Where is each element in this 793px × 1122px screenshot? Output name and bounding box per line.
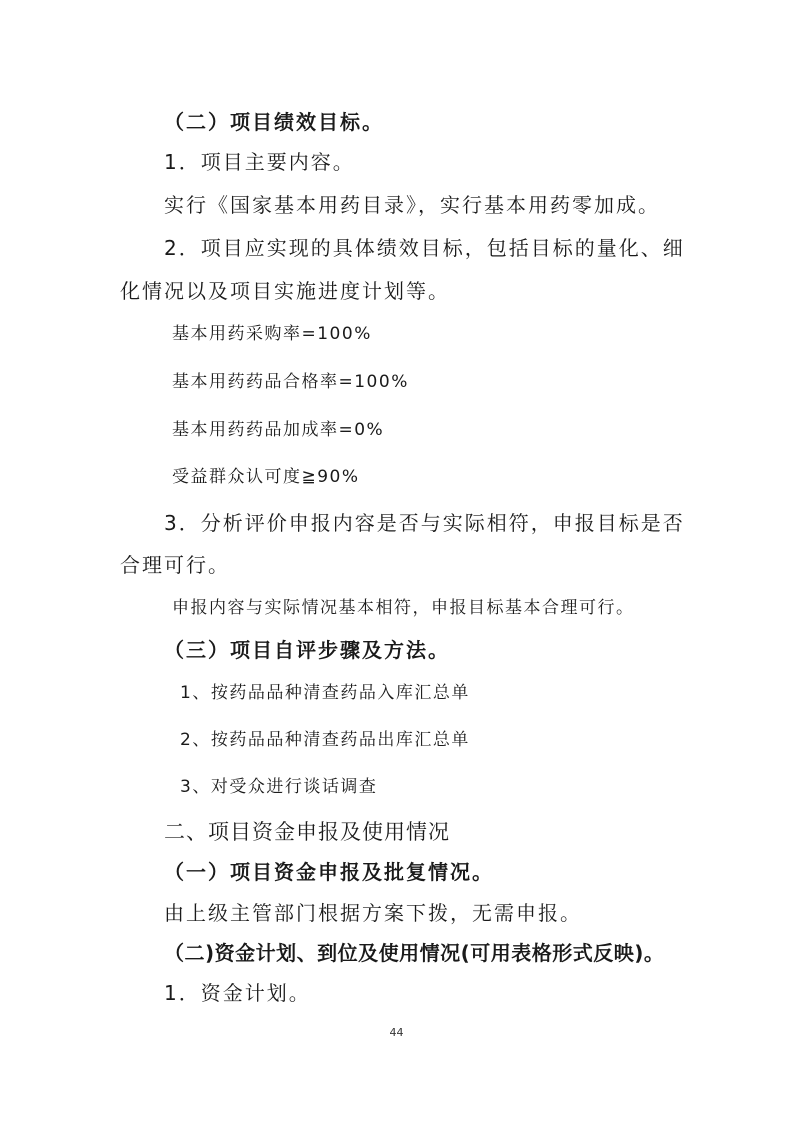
item-analysis-evaluation-cont: 合理可行。 <box>120 553 230 577</box>
item-funding-plan: 1．资金计划。 <box>164 981 311 1005</box>
paragraph-funding-source: 由上级主管部门根据方案下拨，无需申报。 <box>164 901 582 925</box>
section-funding: 二、项目资金申报及使用情况 <box>164 820 450 844</box>
item-performance-targets: 2．项目应实现的具体绩效目标，包括目标的量化、细 <box>164 236 685 260</box>
target-satisfaction: 受益群众认可度≧90% <box>172 467 360 487</box>
target-purchase-rate: 基本用药采购率=100% <box>172 324 372 344</box>
heading-funding-plan: （二)资金计划、到位及使用情况(可用表格形式反映)。 <box>164 941 665 965</box>
page-number: 44 <box>389 1026 404 1039</box>
heading-self-evaluation: （三）项目自评步骤及方法。 <box>164 638 450 662</box>
target-markup-rate: 基本用药药品加成率=0% <box>172 420 385 440</box>
paragraph-conclusion: 申报内容与实际情况基本相符，申报目标基本合理可行。 <box>172 598 635 618</box>
heading-performance-goals: （二）项目绩效目标。 <box>164 110 384 134</box>
item-project-content: 1．项目主要内容。 <box>164 150 355 174</box>
item-analysis-evaluation: 3．分析评价申报内容是否与实际相符，申报目标是否 <box>164 511 685 535</box>
heading-funding-application: （一）项目资金申报及批复情况。 <box>164 860 494 884</box>
step-inbound-check: 1、按药品品种清查药品入库汇总单 <box>180 683 470 703</box>
step-interview: 3、对受众进行谈话调查 <box>180 777 378 797</box>
target-qualified-rate: 基本用药药品合格率=100% <box>172 372 409 392</box>
step-outbound-check: 2、按药品品种清查药品出库汇总单 <box>180 730 470 750</box>
paragraph-implement-catalog: 实行《国家基本用药目录》，实行基本用药零加成。 <box>164 193 660 217</box>
item-performance-targets-cont: 化情况以及项目实施进度计划等。 <box>120 279 450 303</box>
